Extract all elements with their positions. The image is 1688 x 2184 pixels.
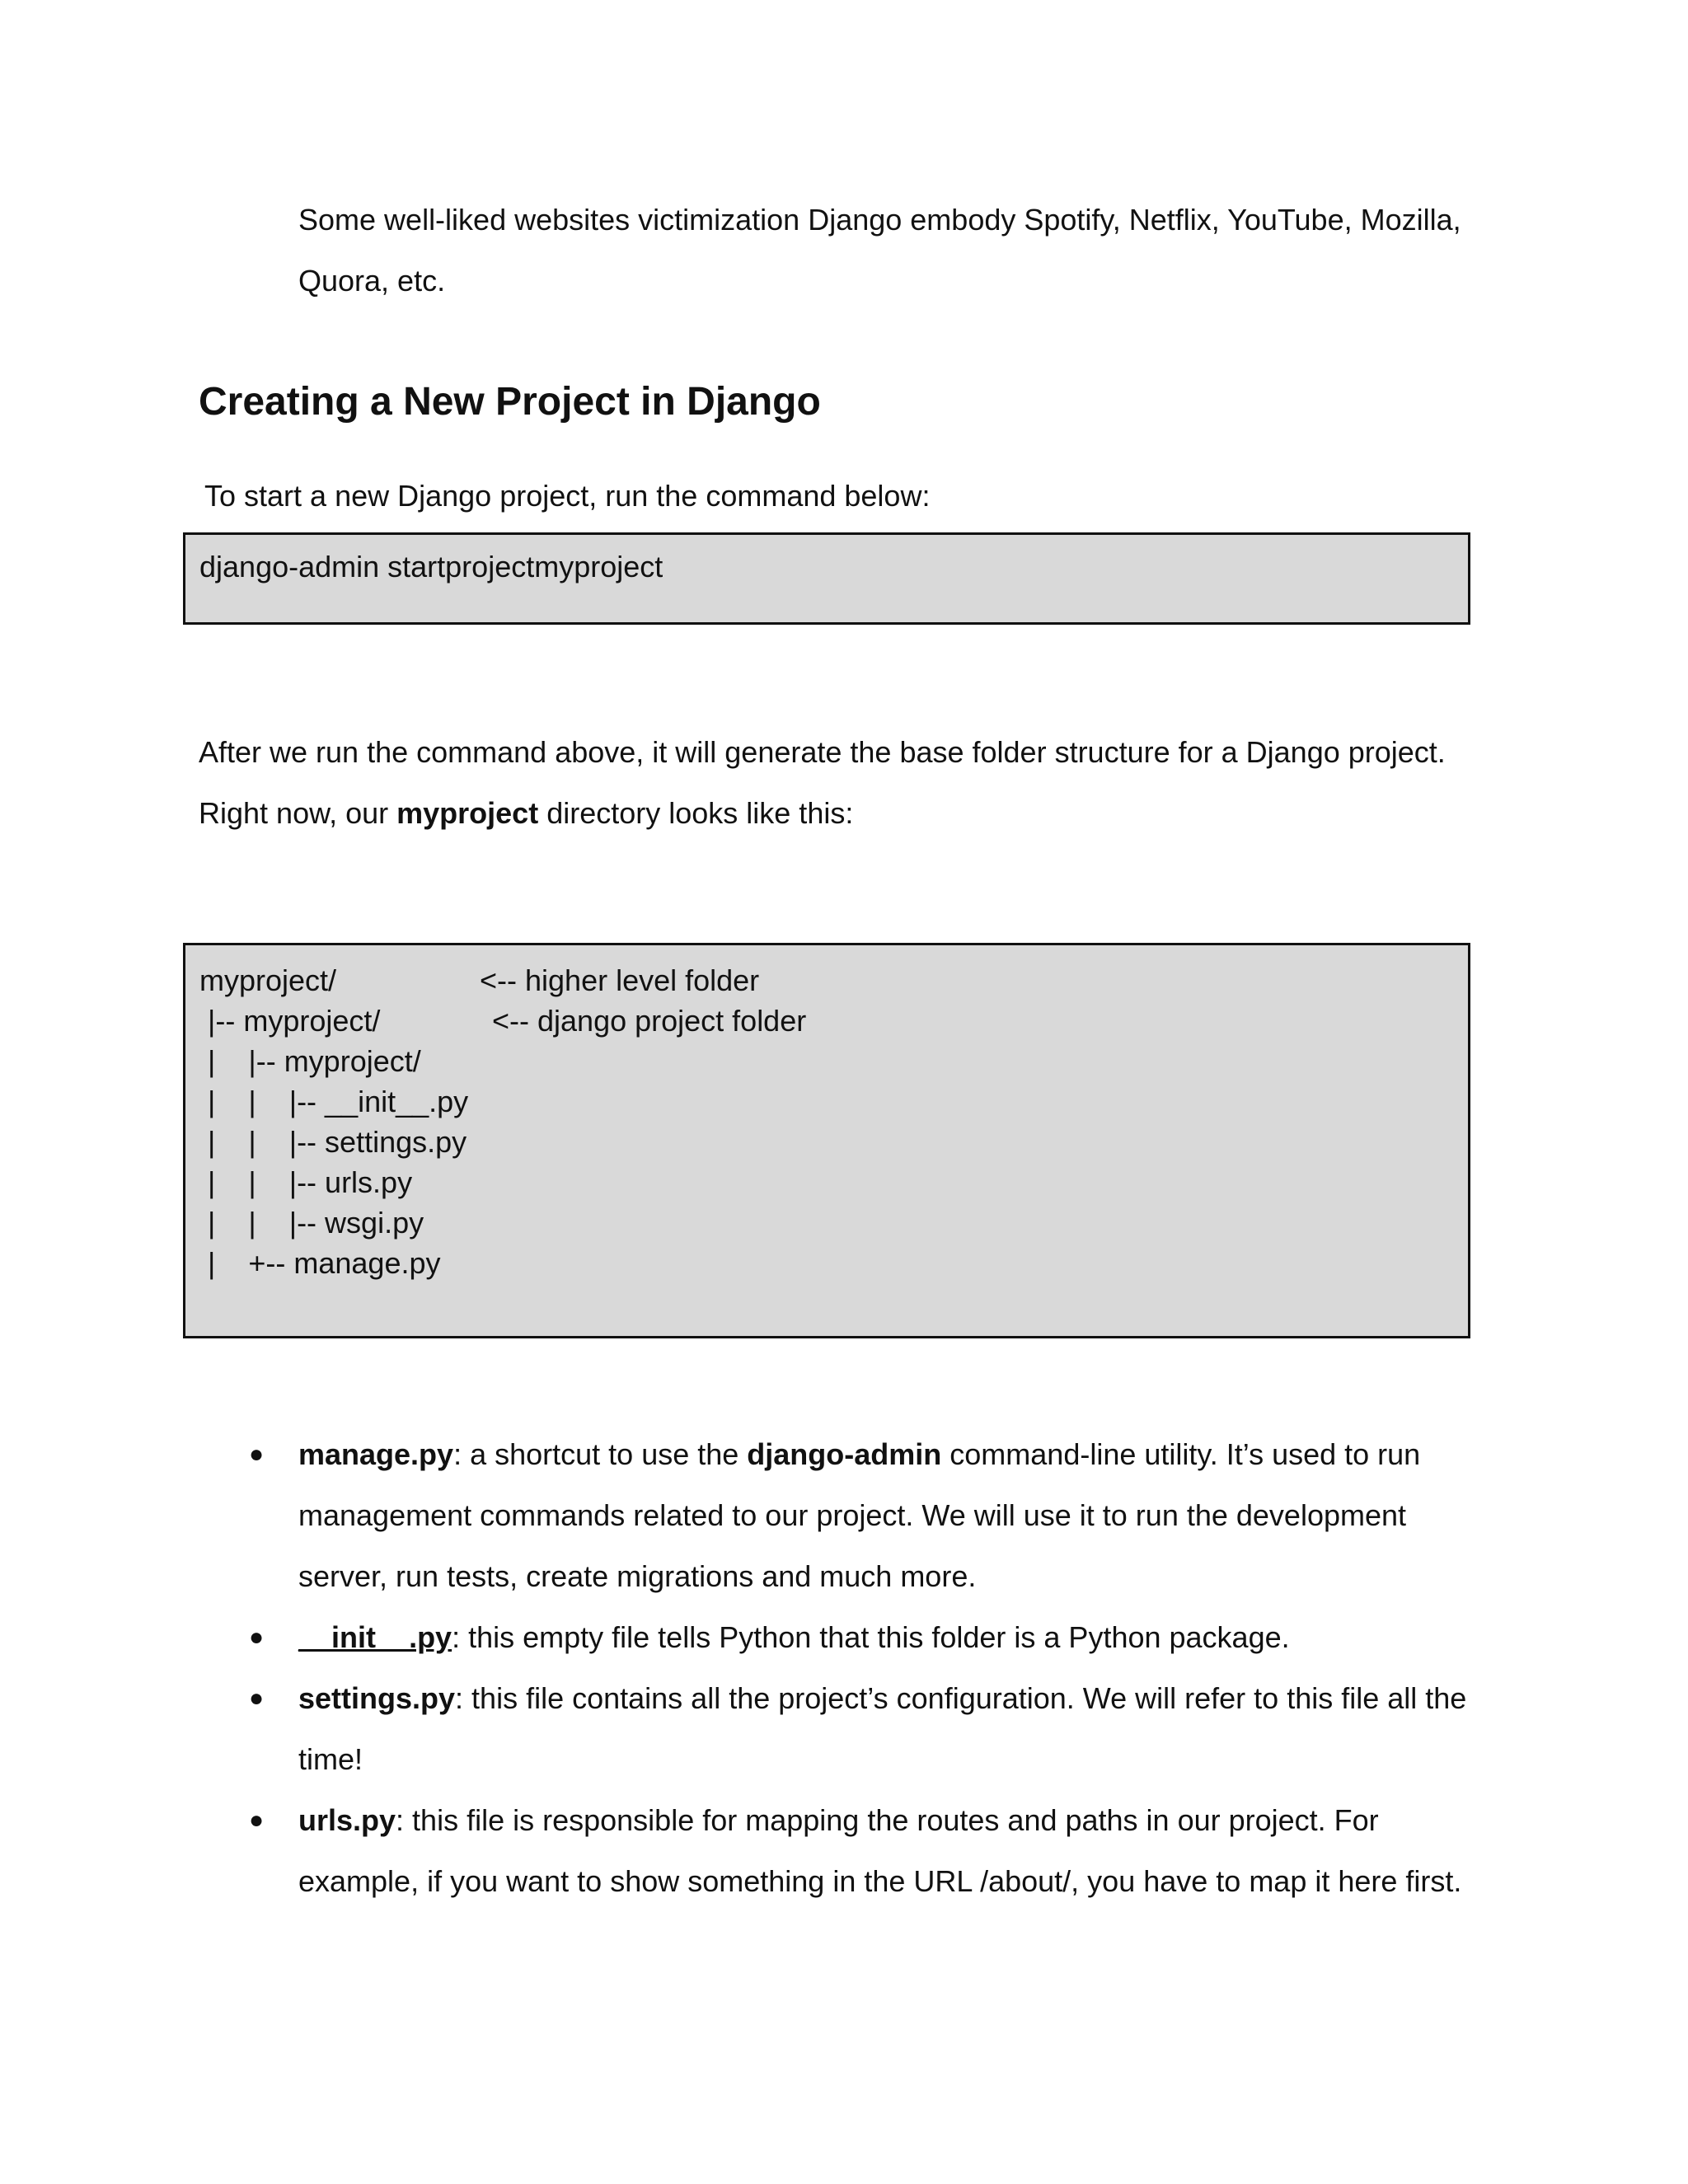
myproject-bold: myproject <box>396 796 539 830</box>
tree-line: | | |-- urls.py <box>199 1165 413 1199</box>
bullet-icon: ● <box>249 1807 265 1834</box>
bullet-icon: ● <box>249 1441 265 1468</box>
list-item-manage-py: ● manage.py: a shortcut to use the django-admin command-line utility. It’s used to run management commands related to our project. We will use it to run the development server, run tests, create migrations and much more. <box>242 1424 1479 1607</box>
tree-line: myproject/ <box>199 963 337 997</box>
intro-paragraph: Some well-liked websites victimization Django embody Spotify, Netflix, YouTube, Mozilla, Quora, etc. <box>298 203 1461 298</box>
section-heading: Creating a New Project in Django <box>199 380 821 424</box>
list-item-settings-py: ● settings.py: this file contains all the project’s configuration. We will refer to this file all the time! <box>242 1668 1479 1790</box>
file-description-list <box>242 1424 1479 1912</box>
directory-tree-box <box>183 943 1470 1338</box>
list-item-urls-py: ● urls.py: this file is responsible for mapping the routes and paths in our project. For example, if you want to show something in the URL /about/, you have to map it here first. <box>242 1790 1479 1912</box>
tree-line: | +-- manage.py <box>199 1246 441 1280</box>
list-item-init-py: ● __init__.py: this empty file tells Python that this folder is a Python package. <box>242 1607 1479 1668</box>
tree-line: | | |-- settings.py <box>199 1125 467 1159</box>
tree-line: | | |-- __init__.py <box>199 1085 469 1118</box>
bullet-icon: ● <box>249 1685 265 1712</box>
command-code-box <box>183 532 1470 625</box>
tree-line: |-- myproject/ <box>199 1004 381 1038</box>
after-line-1: After we run the command above, it will generate the base folder structure for a Django project. <box>199 735 1446 769</box>
tree-line: | |-- myproject/ <box>199 1044 421 1078</box>
after-line-2: Right now, our myproject directory looks like this: <box>199 796 854 830</box>
after-paragraph <box>199 722 1517 844</box>
tree-comment-project-folder: <-- django project folder <box>492 1004 807 1038</box>
bullet-icon: ● <box>249 1624 265 1651</box>
command-text: django-admin startprojectmyproject <box>199 550 663 583</box>
tree-line: | | |-- wsgi.py <box>199 1206 424 1240</box>
lead-paragraph: To start a new Django project, run the command below: <box>204 479 931 513</box>
tree-comment-higher-level: <-- higher level folder <box>480 963 760 997</box>
